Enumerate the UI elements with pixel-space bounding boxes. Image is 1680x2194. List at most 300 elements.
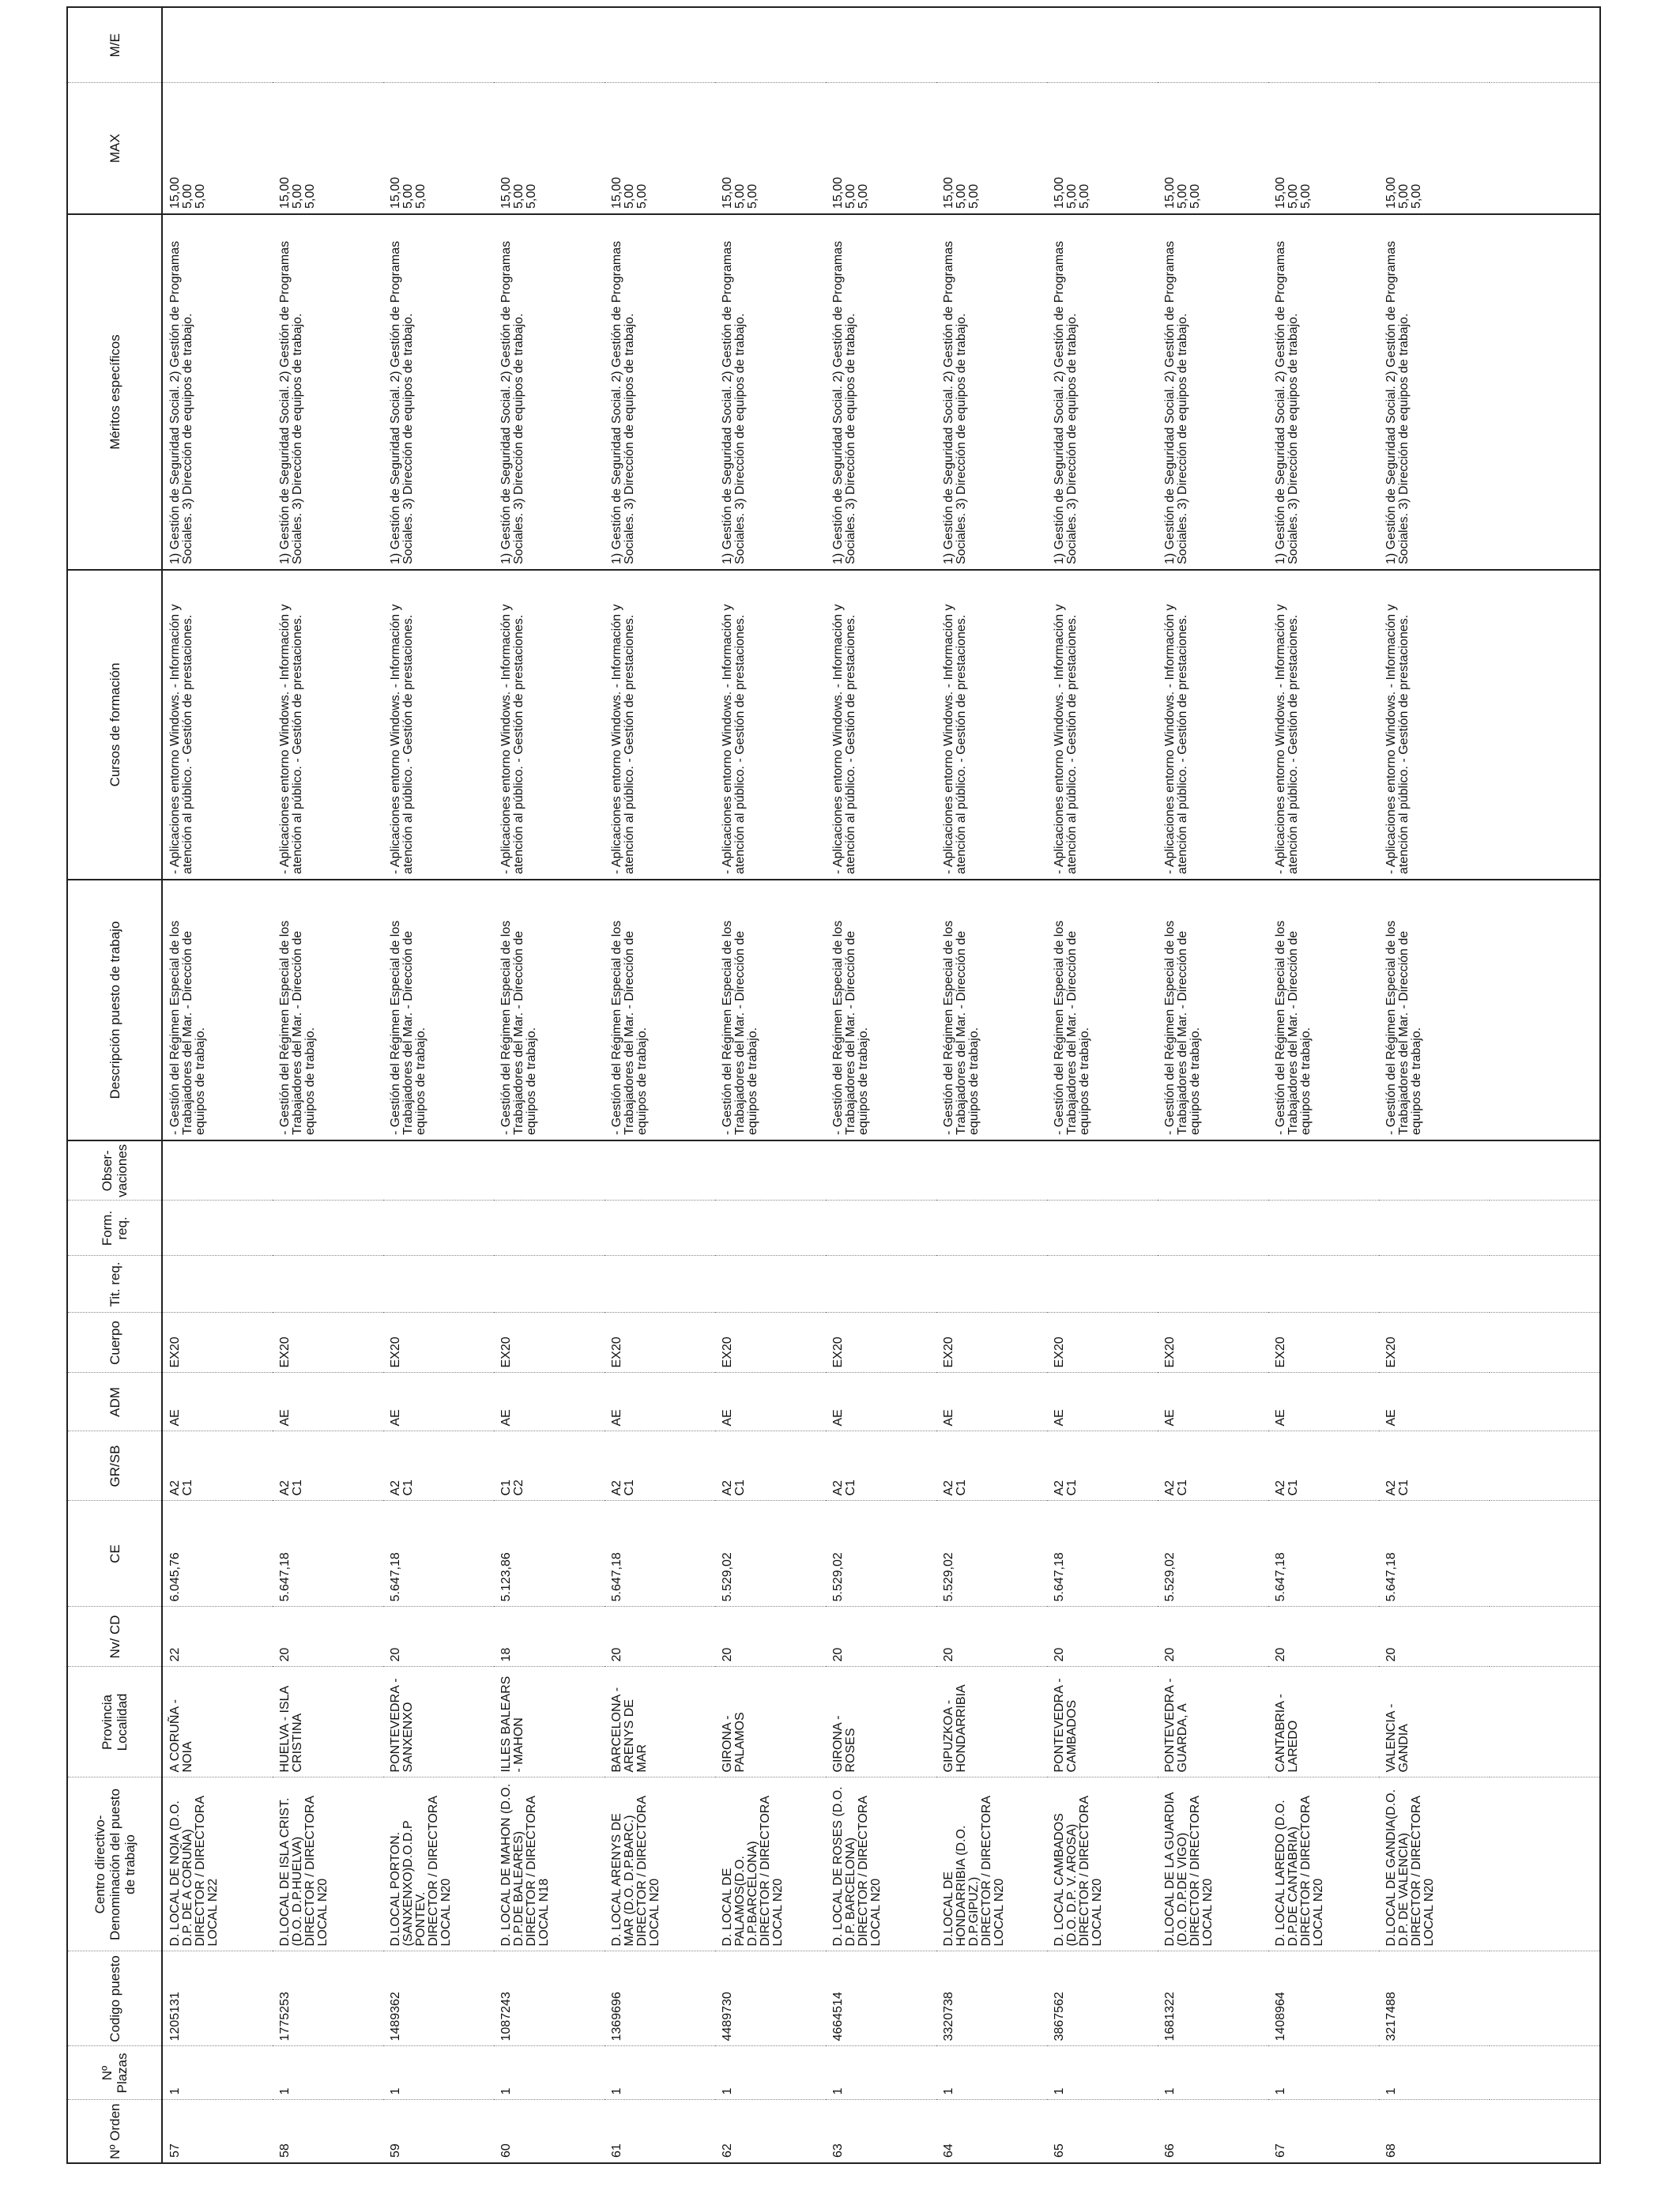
cell-nivel (494, 1607, 605, 1667)
header-cuerpo: Cuerpo (67, 1313, 162, 1373)
cell-text: C1 (1397, 1480, 1411, 1496)
empty-cell (1490, 1256, 1600, 1313)
header-ce: CE (67, 1501, 162, 1607)
cell-text: 5,00 (181, 183, 194, 209)
cell-text: 5,00 (623, 183, 636, 209)
centro-directivo: D. LOCAL DE NOIA (D.O. D.P. DE A CORUÑA) (168, 1800, 194, 1947)
puesto-denominacion: DIRECTOR / DIRECTORA LOCAL N20 (427, 1796, 453, 1947)
cell-cursos (494, 570, 605, 880)
cell-text: A2 (389, 1480, 402, 1496)
cell-orden (1158, 2100, 1268, 2163)
cell-titulacion (1158, 1256, 1268, 1313)
cell-codigo (1379, 1951, 1490, 2046)
cell-meritos (273, 214, 383, 570)
cell-orden (494, 2100, 605, 2163)
cell-text: 15,00 (721, 176, 734, 209)
cell-text: 5,00 (857, 183, 870, 209)
cell-text: 5,00 (1299, 183, 1313, 209)
cell-text: 5,00 (414, 183, 428, 209)
cell-text: AE (499, 1409, 513, 1427)
cell-descripcion (936, 880, 1047, 1140)
cell-provincia (1158, 1667, 1268, 1777)
cell-text: - Gestión del Régimen Especial de los Trabajadores del Mar. - Dirección de equipos de trabajo. (1384, 920, 1423, 1135)
cell-nivel (605, 1607, 715, 1667)
cell-text: CANTABRIA - LAREDO (1274, 1694, 1300, 1773)
cell-plazas (1379, 2046, 1490, 2100)
cell-text: 3320738 (942, 1992, 955, 2041)
cell-adm (936, 1373, 1047, 1431)
puesto-denominacion: DIRECTOR / DIRECTORA LOCAL N20 (857, 1796, 883, 1947)
cell-text: C1 (401, 1480, 415, 1496)
cell-grupo (605, 1431, 715, 1501)
cell-titulacion (1268, 1256, 1379, 1313)
cell-text: C1 (844, 1480, 857, 1496)
table-body (162, 7, 1600, 2163)
cell-text: 15,00 (942, 176, 955, 209)
cell-text: C1 (181, 1480, 194, 1496)
puesto-denominacion: DIRECTOR / DIRECTORA LOCAL N22 (194, 1796, 220, 1947)
cell-text: - Gestión del Régimen Especial de los Trabajadores del Mar. - Dirección de equipos de trabajo. (721, 920, 759, 1135)
cell-text: C1 (291, 1480, 304, 1496)
cell-cursos (383, 570, 494, 880)
cell-meritos (1268, 214, 1379, 570)
cell-text: 5,00 (1078, 183, 1091, 209)
cell-text: PONTEVEDRA - SANXENXO (389, 1678, 415, 1773)
cell-text: 5,00 (291, 183, 304, 209)
cell-text: A2 (610, 1480, 623, 1496)
cell-text: - Aplicaciones entorno Windows. - Información y atención al público. - Gestión de prestaciones. (1384, 604, 1411, 874)
cell-text: 5,00 (733, 183, 747, 209)
cell-text: A2 (942, 1480, 955, 1496)
cell-centro (826, 1777, 936, 1951)
cell-centro (715, 1777, 826, 1951)
cell-text: 5,00 (746, 183, 759, 209)
cell-centro (1379, 1777, 1490, 1951)
table-row (383, 7, 494, 2163)
cell-text: 64 (942, 2143, 955, 2158)
centro-directivo: D. LOCAL DE ROSES (D.O. D.P. BARCELONA) (831, 1786, 857, 1947)
cell-adm (715, 1373, 826, 1431)
cell-text: 1) Gestión de Seguridad Social. 2) Gestión de Programas Sociales. 3) Dirección de equipos de trabajo. (168, 240, 194, 564)
cell-grupo (383, 1431, 494, 1501)
cell-text: 1 (499, 2087, 513, 2095)
puesto-denominacion: DIRECTOR / DIRECTORA LOCAL N20 (759, 1796, 785, 1947)
cell-cursos (273, 570, 383, 880)
cell-text: 1681322 (1163, 1992, 1177, 2041)
cell-titulacion (162, 1256, 273, 1313)
cell-cursos (936, 570, 1047, 880)
cell-codigo (494, 1951, 605, 2046)
cell-orden (1379, 2100, 1490, 2163)
empty-cell (1490, 1201, 1600, 1256)
cell-titulacion (715, 1256, 826, 1313)
cell-text: 20 (721, 1647, 734, 1662)
cell-text: 15,00 (499, 176, 513, 209)
cell-text: 1775253 (278, 1992, 292, 2041)
cell-provincia (494, 1667, 605, 1777)
cell-text: C2 (512, 1480, 525, 1496)
empty-cell (1490, 1667, 1600, 1777)
cell-provincia (273, 1667, 383, 1777)
table-row (1268, 7, 1379, 2163)
cell-codigo (383, 1951, 494, 2046)
empty-cell (1490, 1607, 1600, 1667)
cell-text: EX20 (610, 1336, 623, 1368)
cell-text: AE (1053, 1409, 1066, 1427)
table-row (826, 7, 936, 2163)
empty-cell (1490, 7, 1600, 83)
cell-cuerpo (494, 1313, 605, 1373)
cell-nivel (826, 1607, 936, 1667)
cell-observaciones (162, 1140, 273, 1201)
header-titulacion: Tit. req. (67, 1256, 162, 1313)
cell-text: 5.123,86 (499, 1552, 513, 1602)
cell-provincia (162, 1667, 273, 1777)
table-row (494, 7, 605, 2163)
cell-max (383, 83, 494, 214)
cell-meritos (715, 214, 826, 570)
cell-adm (1379, 1373, 1490, 1431)
cell-descripcion (605, 880, 715, 1140)
cell-text: AE (831, 1409, 845, 1427)
cell-meritos (494, 214, 605, 570)
cell-text: - Gestión del Régimen Especial de los Trabajadores del Mar. - Dirección de equipos de trabajo. (1274, 920, 1313, 1135)
cell-text: C1 (499, 1480, 513, 1496)
cell-meritos (1047, 214, 1158, 570)
cell-me (383, 7, 494, 83)
cell-observaciones (383, 1140, 494, 1201)
cell-text: 5.647,18 (1384, 1552, 1398, 1602)
empty-cell (1490, 2046, 1600, 2100)
vacancy-table (66, 6, 1601, 2164)
cell-descripcion (494, 880, 605, 1140)
cell-text: AE (1384, 1409, 1398, 1427)
cell-orden (1268, 2100, 1379, 2163)
cell-text: 6.045,76 (168, 1552, 182, 1602)
cell-nivel (273, 1607, 383, 1667)
empty-cell (1490, 1777, 1600, 1951)
cell-text: 20 (831, 1647, 845, 1662)
empty-cell (1490, 1373, 1600, 1431)
cell-text: 1 (831, 2087, 845, 2095)
cell-text: 20 (278, 1647, 292, 1662)
cell-ce (494, 1501, 605, 1607)
cell-titulacion (273, 1256, 383, 1313)
cell-text: 15,00 (168, 176, 182, 209)
cell-text: 1 (278, 2087, 292, 2095)
table-row (162, 7, 273, 2163)
cell-max (1268, 83, 1379, 214)
cell-provincia (826, 1667, 936, 1777)
cell-descripcion (715, 880, 826, 1140)
cell-grupo (826, 1431, 936, 1501)
cell-text: C1 (1065, 1480, 1079, 1496)
cell-titulacion (1379, 1256, 1490, 1313)
empty-cell (1490, 83, 1600, 214)
cell-plazas (1158, 2046, 1268, 2100)
cell-cuerpo (273, 1313, 383, 1373)
cell-text: 1 (610, 2087, 623, 2095)
cell-centro (605, 1777, 715, 1951)
cell-me (1379, 7, 1490, 83)
cell-text: 1 (168, 2087, 182, 2095)
empty-cell (1490, 570, 1600, 880)
cell-cuerpo (383, 1313, 494, 1373)
cell-text: 5.529,02 (1163, 1552, 1177, 1602)
cell-text: BARCELONA - ARENYS DE MAR (610, 1687, 649, 1773)
cell-formacion (715, 1201, 826, 1256)
cell-text: 5.647,18 (389, 1552, 402, 1602)
cell-formacion (494, 1201, 605, 1256)
cell-codigo (162, 1951, 273, 2046)
cell-plazas (1268, 2046, 1379, 2100)
cell-text: - Gestión del Régimen Especial de los Trabajadores del Mar. - Dirección de equipos de trabajo. (831, 920, 870, 1135)
cell-text: EX20 (168, 1336, 182, 1368)
cell-codigo (1158, 1951, 1268, 2046)
cell-nivel (1379, 1607, 1490, 1667)
cell-text: 5.529,02 (831, 1552, 845, 1602)
header-codigo: Codigo puesto (67, 1951, 162, 2046)
cell-plazas (1047, 2046, 1158, 2100)
cell-descripcion (383, 880, 494, 1140)
cell-observaciones (1379, 1140, 1490, 1201)
cell-text: HUELVA - ISLA CRISTINA (278, 1686, 304, 1773)
cell-ce (826, 1501, 936, 1607)
header-formacion: Form. req. (67, 1201, 162, 1256)
cell-ce (936, 1501, 1047, 1607)
cell-text: - Gestión del Régimen Especial de los Trabajadores del Mar. - Dirección de equipos de trabajo. (168, 920, 207, 1135)
cell-text: - Aplicaciones entorno Windows. - Información y atención al público. - Gestión de prestaciones. (610, 604, 636, 874)
cell-text: VALENCIA - GANDIA (1384, 1703, 1411, 1773)
cell-formacion (273, 1201, 383, 1256)
cell-observaciones (494, 1140, 605, 1201)
cell-text: PONTEVEDRA - GUARDA, A (1163, 1678, 1189, 1773)
cell-max (494, 83, 605, 214)
cell-titulacion (605, 1256, 715, 1313)
cell-descripcion (1379, 880, 1490, 1140)
cell-text: 5,00 (844, 183, 857, 209)
cell-text: 67 (1274, 2143, 1287, 2158)
rotated-page (66, 8, 1494, 2164)
cell-centro (936, 1777, 1047, 1951)
cell-grupo (1379, 1431, 1490, 1501)
cell-text: 5,00 (512, 183, 525, 209)
empty-cell (1490, 214, 1600, 570)
cell-codigo (1047, 1951, 1158, 2046)
cell-meritos (1158, 214, 1268, 570)
centro-directivo: D.LOCAL DE GANDIA(D.O. D.P. DE VALENCIA) (1384, 1789, 1411, 1947)
cell-grupo (1268, 1431, 1379, 1501)
cell-text: - Aplicaciones entorno Windows. - Información y atención al público. - Gestión de prestaciones. (168, 604, 194, 874)
cell-adm (273, 1373, 383, 1431)
empty-row (1490, 7, 1600, 2163)
cell-text: 5,00 (303, 183, 317, 209)
cell-provincia (1047, 1667, 1158, 1777)
cell-codigo (936, 1951, 1047, 2046)
cell-cuerpo (715, 1313, 826, 1373)
header-descripcion: Descripción puesto de trabajo (67, 880, 162, 1140)
cell-cuerpo (936, 1313, 1047, 1373)
cell-provincia (715, 1667, 826, 1777)
cell-plazas (162, 2046, 273, 2100)
cell-plazas (494, 2046, 605, 2100)
cell-ce (162, 1501, 273, 1607)
cell-text: 1 (1163, 2087, 1177, 2095)
cell-text: 1) Gestión de Seguridad Social. 2) Gestión de Programas Sociales. 3) Dirección de equipos de trabajo. (942, 240, 968, 564)
cell-text: C1 (733, 1480, 747, 1496)
cell-observaciones (273, 1140, 383, 1201)
cell-grupo (162, 1431, 273, 1501)
cell-formacion (1268, 1201, 1379, 1256)
cell-ce (383, 1501, 494, 1607)
cell-centro (494, 1777, 605, 1951)
empty-cell (1490, 1501, 1600, 1607)
cell-text: EX20 (831, 1336, 845, 1368)
cell-text: EX20 (1053, 1336, 1066, 1368)
cell-text: A2 (168, 1480, 182, 1496)
header-centro: Centro directivo- Denominación del puesto de trabajo (67, 1777, 162, 1951)
cell-text: C1 (1176, 1480, 1189, 1496)
cell-text: 5.647,18 (610, 1552, 623, 1602)
cell-plazas (273, 2046, 383, 2100)
cell-observaciones (1158, 1140, 1268, 1201)
cell-text: A2 (1163, 1480, 1177, 1496)
cell-plazas (826, 2046, 936, 2100)
cell-orden (936, 2100, 1047, 2163)
cell-text: EX20 (389, 1336, 402, 1368)
cell-text: 5,00 (401, 183, 415, 209)
cell-text: 15,00 (610, 176, 623, 209)
cell-formacion (383, 1201, 494, 1256)
header-cursos: Cursos de formación (67, 570, 162, 880)
cell-observaciones (1047, 1140, 1158, 1201)
cell-text: 5,00 (194, 183, 207, 209)
cell-text: - Gestión del Régimen Especial de los Trabajadores del Mar. - Dirección de equipos de trabajo. (278, 920, 317, 1135)
cell-me (936, 7, 1047, 83)
cell-provincia (605, 1667, 715, 1777)
cell-text: ILLES BALEARS - MAHON (499, 1676, 525, 1773)
cell-text: 1) Gestión de Seguridad Social. 2) Gestión de Programas Sociales. 3) Dirección de equipos de trabajo. (1163, 240, 1189, 564)
cell-text: C1 (955, 1480, 968, 1496)
cell-text: 1 (942, 2087, 955, 2095)
cell-meritos (605, 214, 715, 570)
cell-text: - Gestión del Régimen Especial de los Trabajadores del Mar. - Dirección de equipos de trabajo. (1053, 920, 1091, 1135)
cell-max (826, 83, 936, 214)
cell-provincia (383, 1667, 494, 1777)
cell-adm (1158, 1373, 1268, 1431)
cell-titulacion (936, 1256, 1047, 1313)
cell-text: EX20 (942, 1336, 955, 1368)
cell-text: 66 (1163, 2143, 1177, 2158)
cell-formacion (826, 1201, 936, 1256)
cell-codigo (715, 1951, 826, 2046)
cell-descripcion (1268, 880, 1379, 1140)
cell-titulacion (383, 1256, 494, 1313)
centro-directivo: D.LOCAL DE HONDARRIBIA (D.O. D.P.GIPUZ.) (942, 1825, 981, 1947)
cell-text: 5.647,18 (1053, 1552, 1066, 1602)
cell-text: AE (942, 1409, 955, 1427)
cell-text: 4489730 (721, 1992, 734, 2041)
cell-ce (1047, 1501, 1158, 1607)
cell-text: 20 (610, 1647, 623, 1662)
cell-text: 62 (721, 2143, 734, 2158)
cell-ce (1379, 1501, 1490, 1607)
cell-ce (1158, 1501, 1268, 1607)
header-plazas: Nº Plazas (67, 2046, 162, 2100)
cell-cuerpo (826, 1313, 936, 1373)
cell-text: - Gestión del Régimen Especial de los Trabajadores del Mar. - Dirección de equipos de trabajo. (389, 920, 428, 1135)
cell-descripcion (1158, 880, 1268, 1140)
puesto-denominacion: DIRECTOR / DIRECTORA LOCAL N20 (635, 1796, 661, 1947)
cell-max (605, 83, 715, 214)
cell-text: 59 (389, 2143, 402, 2158)
cell-nivel (1158, 1607, 1268, 1667)
cell-text: PONTEVEDRA - CAMBADOS (1053, 1678, 1079, 1773)
cell-centro (1158, 1777, 1268, 1951)
cell-text: 5,00 (967, 183, 981, 209)
cell-text: 1) Gestión de Seguridad Social. 2) Gestión de Programas Sociales. 3) Dirección de equipos de trabajo. (1274, 240, 1300, 564)
cell-text: 1 (1384, 2087, 1398, 2095)
cell-grupo (273, 1431, 383, 1501)
cell-text: 1 (1274, 2087, 1287, 2095)
cell-text: 20 (1274, 1647, 1287, 1662)
cell-text: 5,00 (635, 183, 649, 209)
cell-text: C1 (1286, 1480, 1300, 1496)
cell-descripcion (273, 880, 383, 1140)
cell-text: - Aplicaciones entorno Windows. - Información y atención al público. - Gestión de prestaciones. (942, 604, 968, 874)
cell-me (162, 7, 273, 83)
cell-formacion (605, 1201, 715, 1256)
cell-grupo (1047, 1431, 1158, 1501)
cell-text: A CORUÑA - NOIA (168, 1699, 194, 1773)
cell-nivel (715, 1607, 826, 1667)
cell-adm (494, 1373, 605, 1431)
cell-cuerpo (1379, 1313, 1490, 1373)
cell-text: 20 (389, 1647, 402, 1662)
cell-codigo (273, 1951, 383, 2046)
centro-directivo: D. LOCAL DE PALAMOS(D.O. D.P.BARCELONA) (721, 1841, 759, 1947)
cell-plazas (715, 2046, 826, 2100)
cell-meritos (383, 214, 494, 570)
cell-max (273, 83, 383, 214)
cell-text: - Gestión del Régimen Especial de los Trabajadores del Mar. - Dirección de equipos de trabajo. (610, 920, 649, 1135)
cell-formacion (936, 1201, 1047, 1256)
cell-cursos (1047, 570, 1158, 880)
empty-cell (1490, 880, 1600, 1140)
cell-meritos (936, 214, 1047, 570)
cell-cursos (826, 570, 936, 880)
cell-text: - Aplicaciones entorno Windows. - Información y atención al público. - Gestión de prestaciones. (831, 604, 857, 874)
cell-text: AE (1163, 1409, 1177, 1427)
cell-text: AE (278, 1409, 292, 1427)
cell-text: AE (721, 1409, 734, 1427)
cell-text: 5.529,02 (721, 1552, 734, 1602)
cell-adm (605, 1373, 715, 1431)
cell-text: AE (1274, 1409, 1287, 1427)
cell-text: A2 (1384, 1480, 1398, 1496)
cell-centro (1047, 1777, 1158, 1951)
cell-codigo (605, 1951, 715, 2046)
cell-text: - Aplicaciones entorno Windows. - Información y atención al público. - Gestión de prestaciones. (389, 604, 415, 874)
cell-text: 1) Gestión de Seguridad Social. 2) Gestión de Programas Sociales. 3) Dirección de equipos de trabajo. (831, 240, 857, 564)
cell-text: 1) Gestión de Seguridad Social. 2) Gestión de Programas Sociales. 3) Dirección de equipos de trabajo. (610, 240, 636, 564)
cell-observaciones (936, 1140, 1047, 1201)
cell-text: 4664514 (831, 1992, 845, 2041)
cell-max (936, 83, 1047, 214)
cell-orden (715, 2100, 826, 2163)
centro-directivo: D.LOCAL DE ISLA CRIST. (D.O. D.P.HUELVA) (278, 1797, 304, 1947)
cell-text: 5,00 (1188, 183, 1202, 209)
